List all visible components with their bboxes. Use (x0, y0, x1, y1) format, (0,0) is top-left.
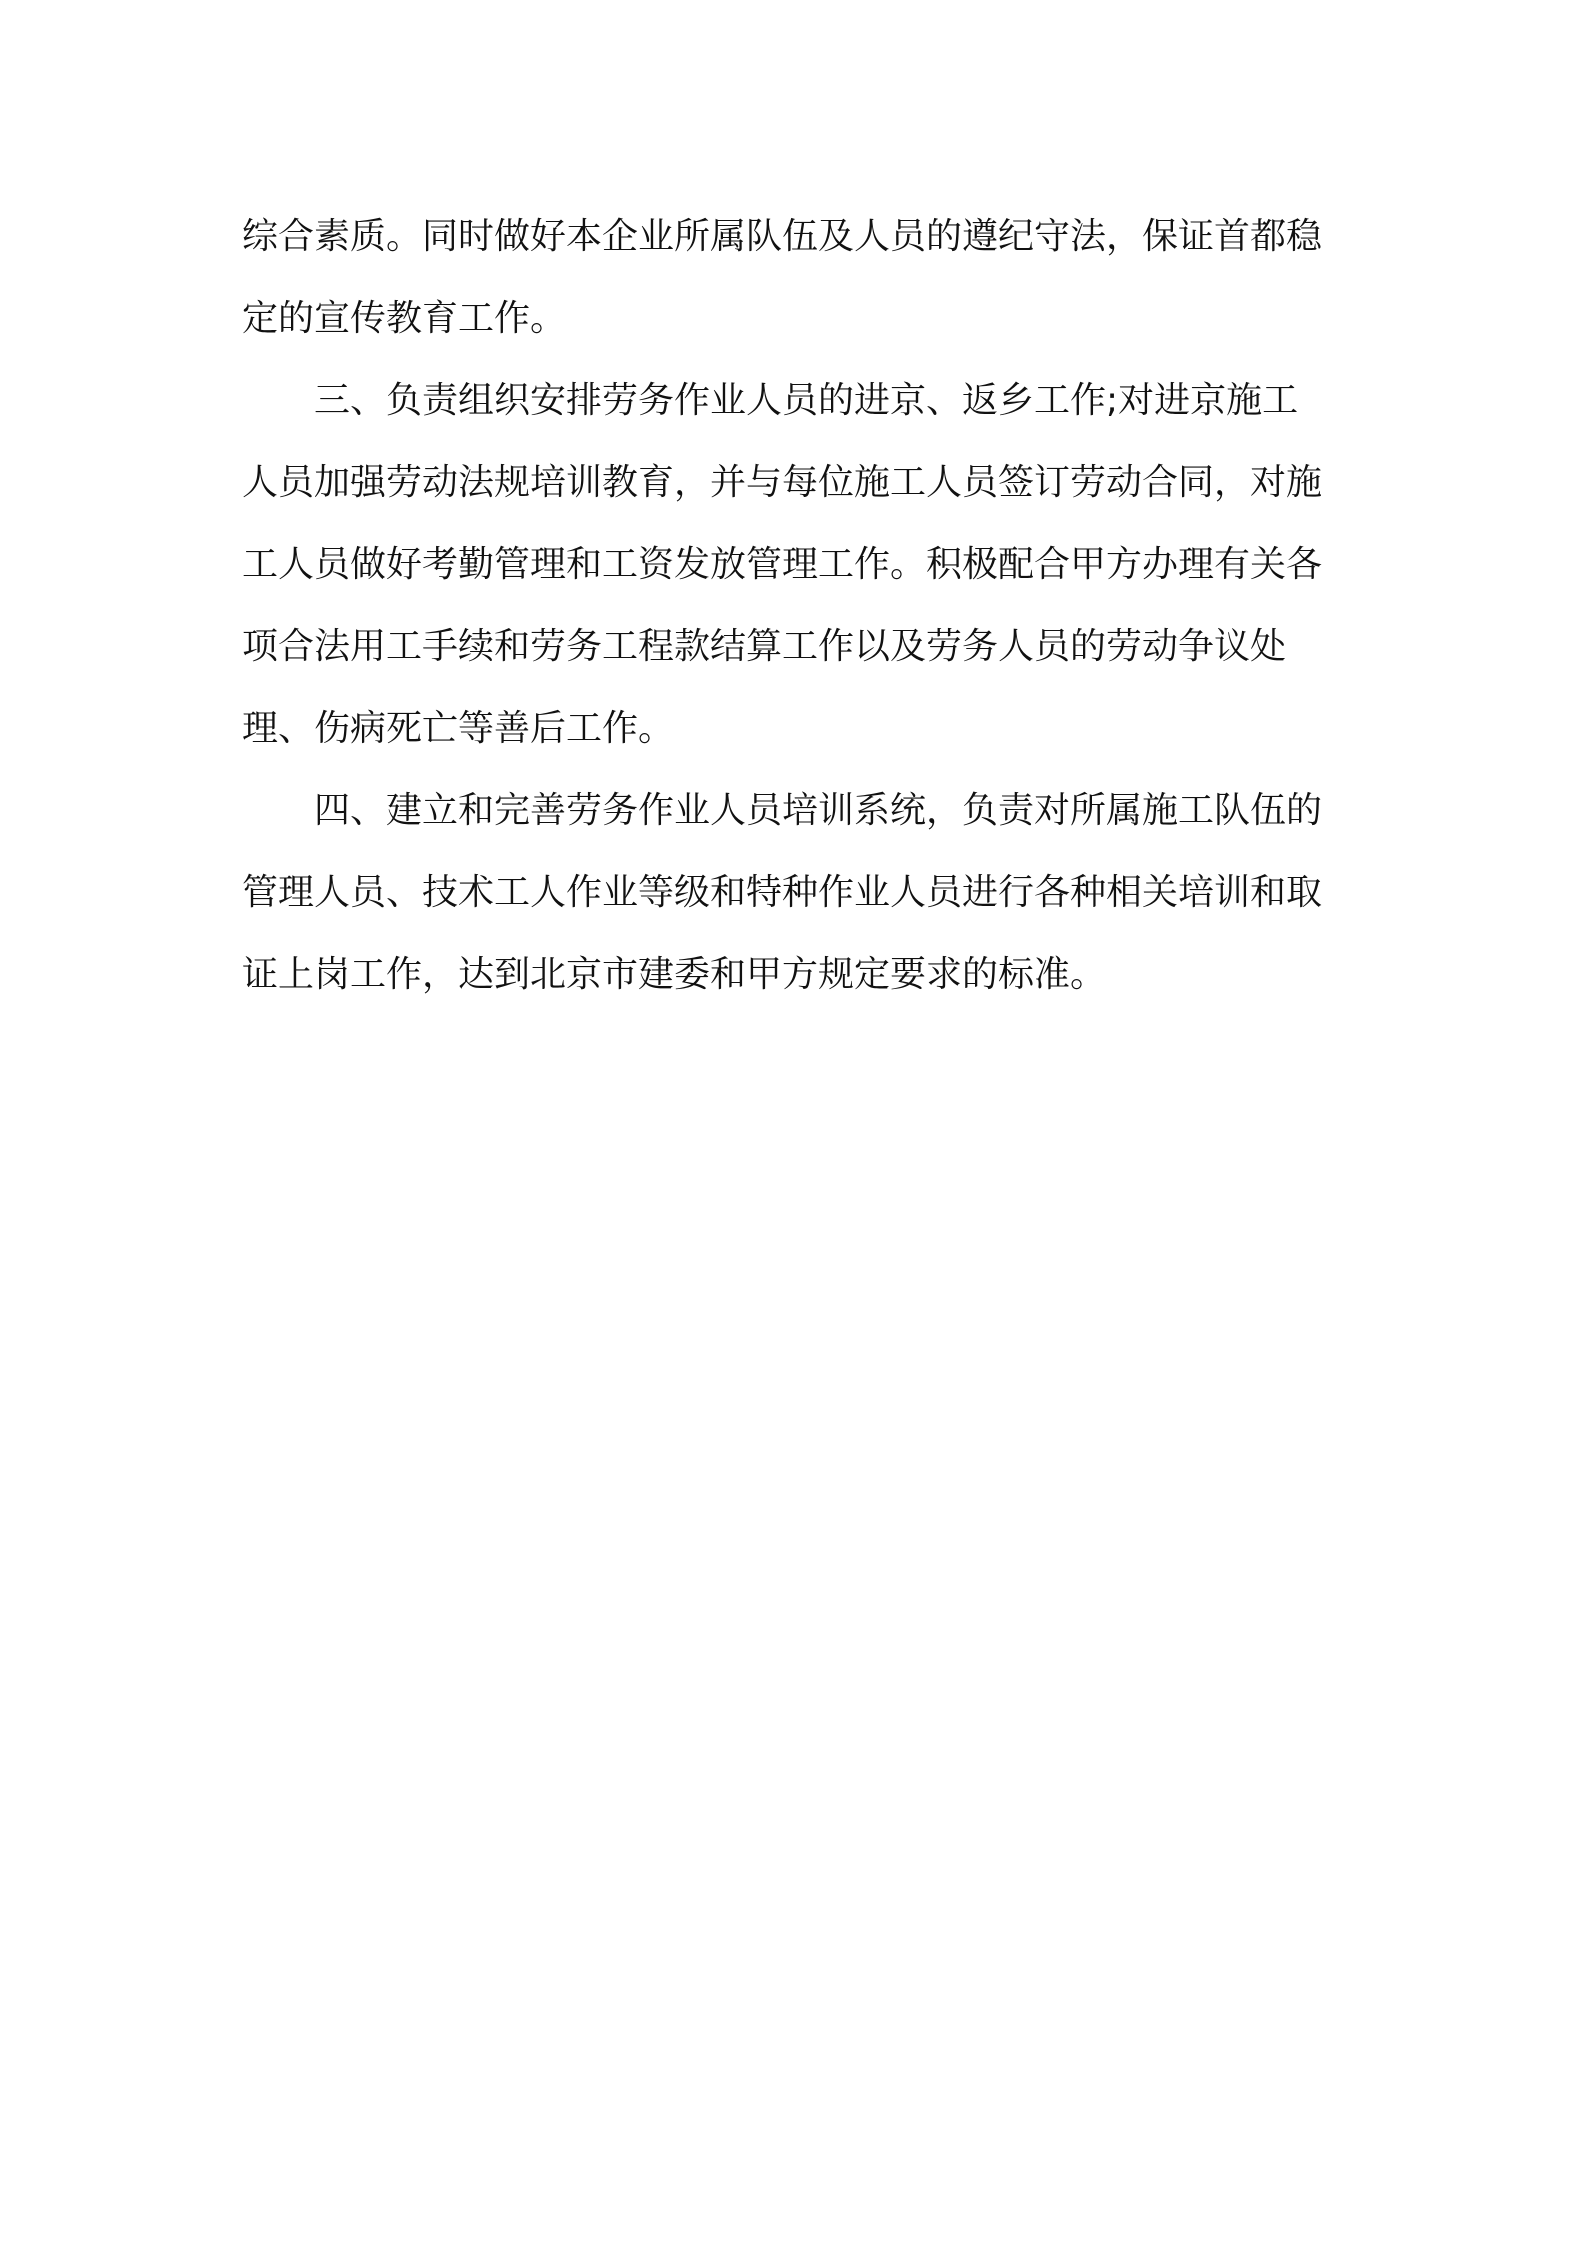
paragraph-line: 项合法用工手续和劳务工程款结算工作以及劳务人员的劳动争议处 (242, 626, 1287, 667)
paragraph-line: 管理人员、技术工人作业等级和特种作业人员进行各种相关培训和取 (242, 872, 1323, 913)
paragraph-line: 证上岗工作，达到北京市建委和甲方规定要求的标准。 (242, 954, 1107, 995)
document-body (242, 196, 1354, 1016)
paragraph-line: 综合素质。同时做好本企业所属队伍及人员的遵纪守法，保证首都稳 (242, 216, 1323, 257)
paragraph-line: 定的宣传教育工作。 (242, 298, 567, 339)
paragraph-line: 人员加强劳动法规培训教育，并与每位施工人员签订劳动合同，对施 (242, 462, 1323, 503)
paragraph-line: 理、伤病死亡等善后工作。 (242, 708, 675, 749)
paragraph-line: 四、建立和完善劳务作业人员培训系统，负责对所属施工队伍的 (314, 790, 1323, 831)
paragraph-line: 三、负责组织安排劳务作业人员的进京、返乡工作;对进京施工 (314, 380, 1299, 421)
paragraph-line: 工人员做好考勤管理和工资发放管理工作。积极配合甲方办理有关各 (242, 544, 1323, 585)
